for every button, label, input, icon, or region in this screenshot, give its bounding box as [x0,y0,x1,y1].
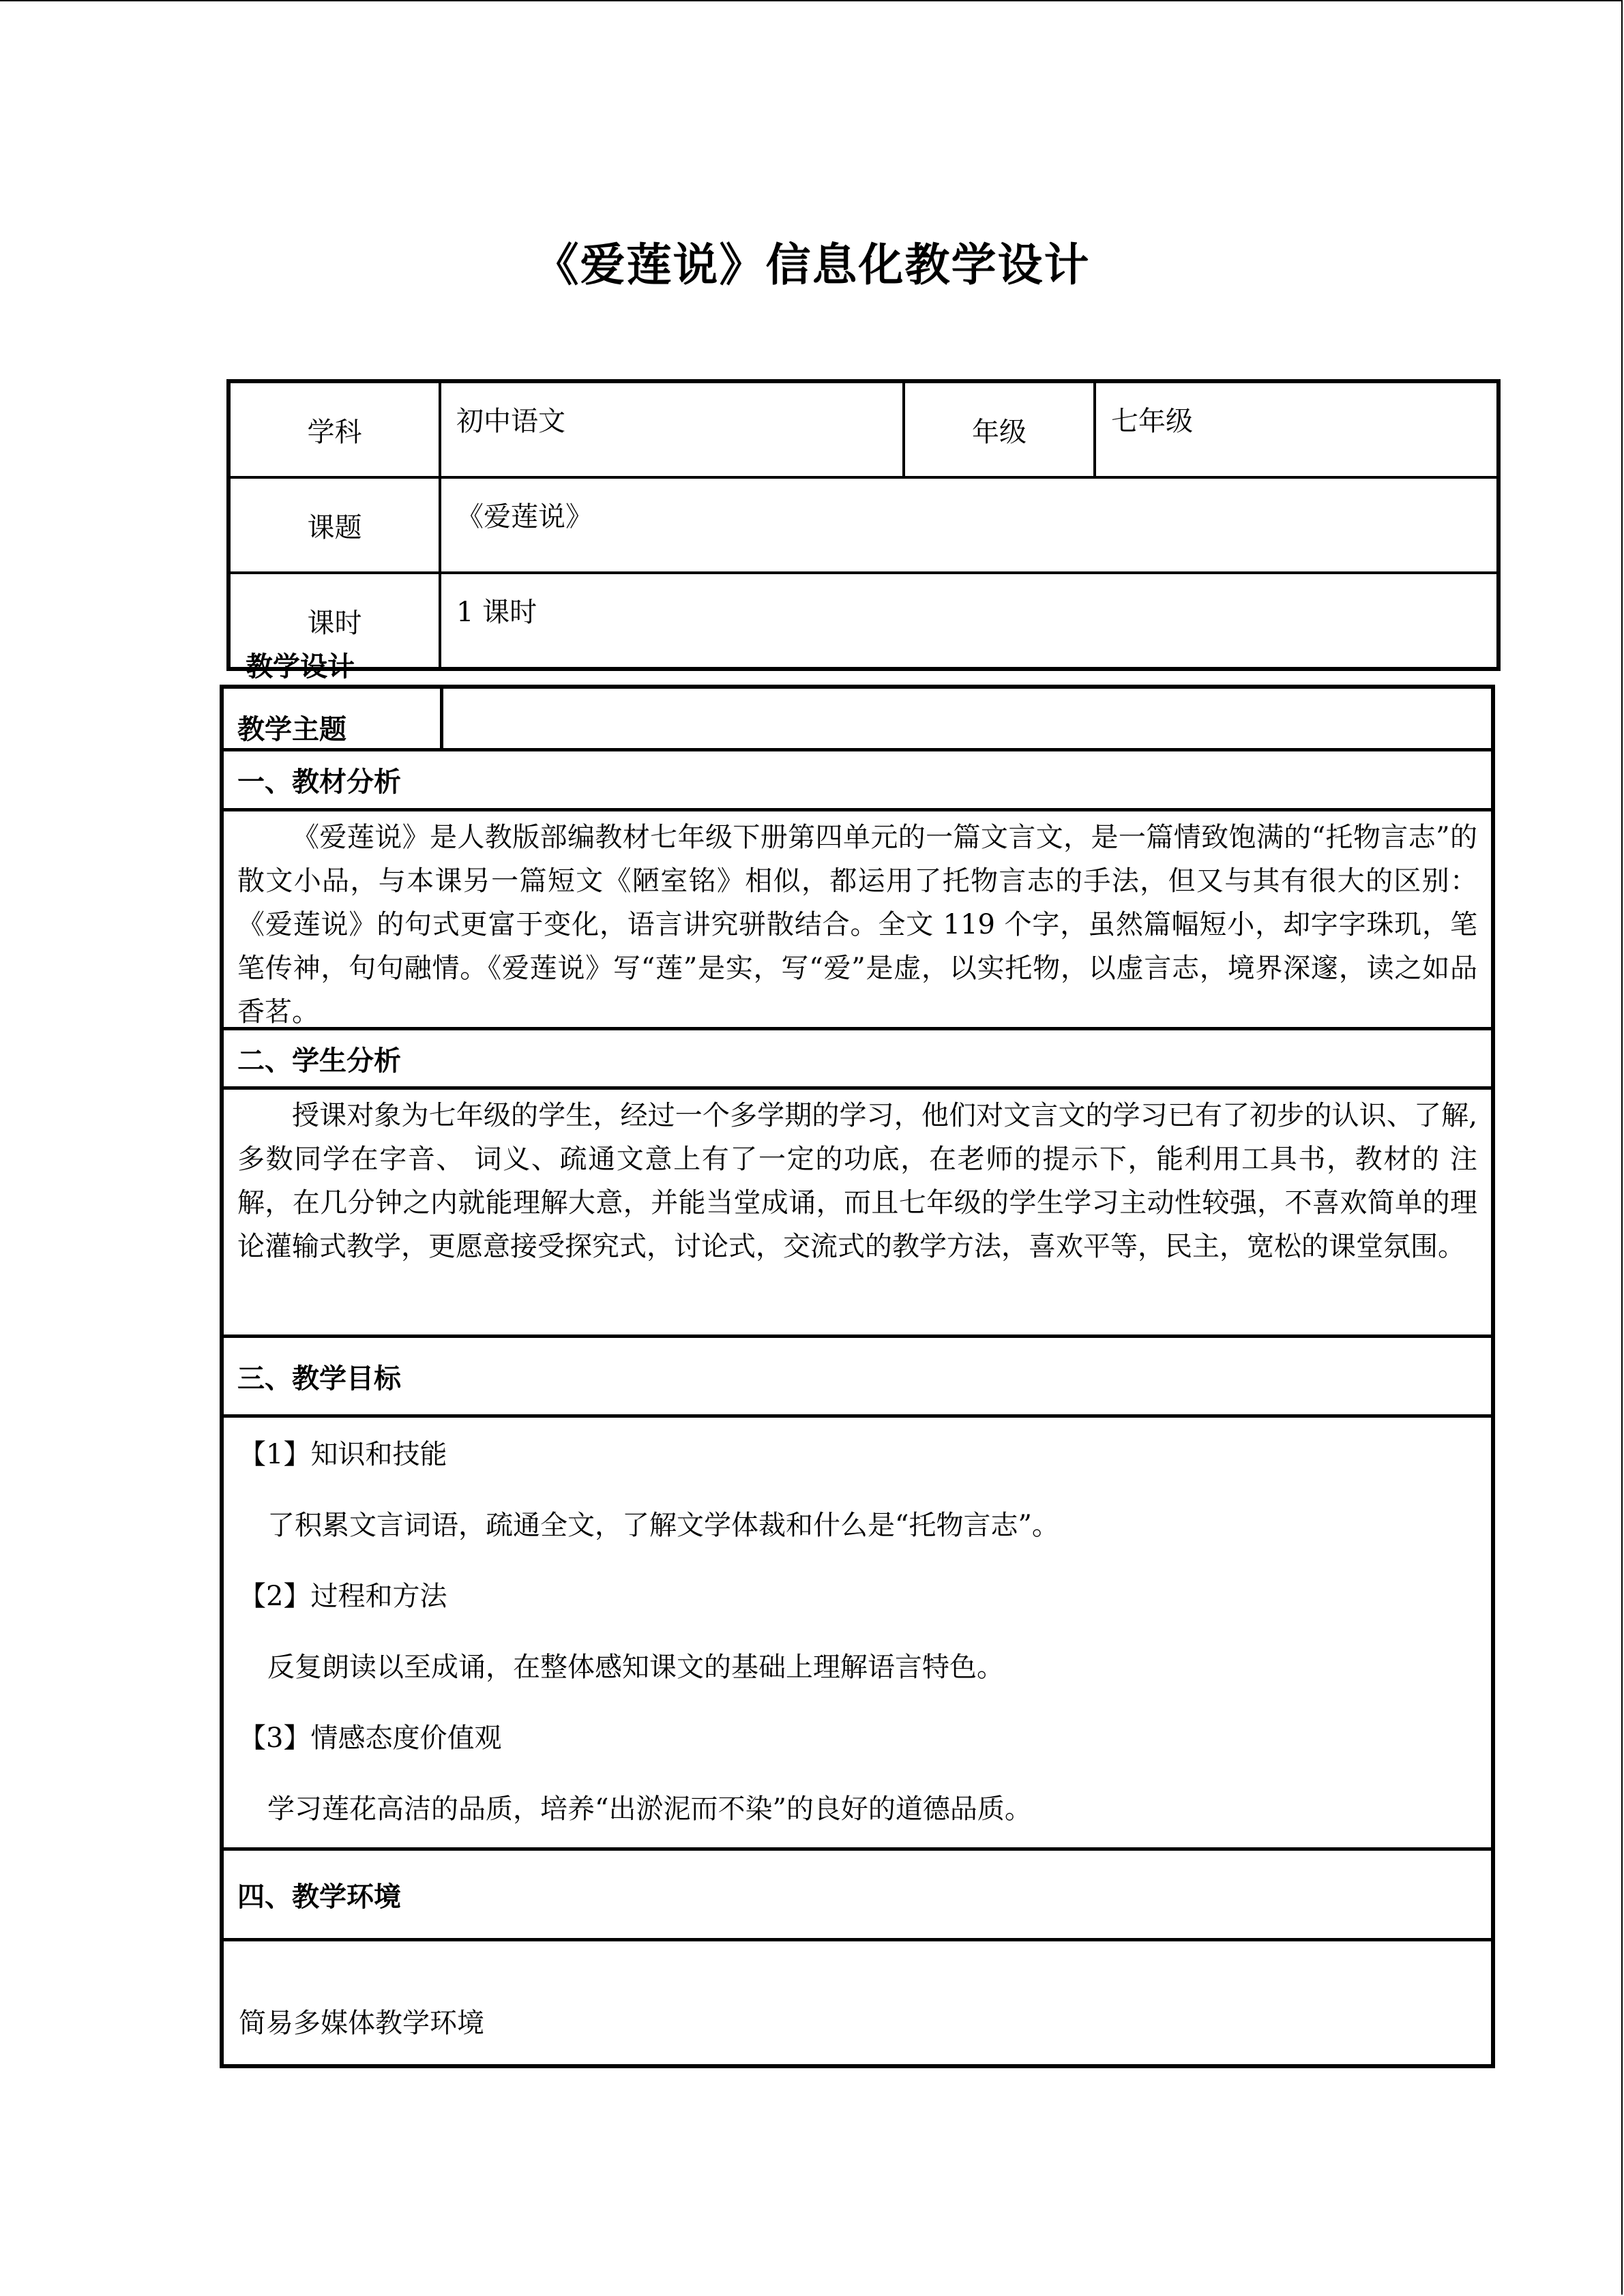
environment-section [224,1941,1491,2064]
hours-label: 课时 [228,573,440,669]
subject-value: 初中语文 [440,381,904,477]
subject-row [228,381,1498,477]
topic-value [443,689,1491,748]
material-section [224,811,1491,1030]
material-heading: 一、教材分析 [224,751,1491,811]
students-section [224,1090,1491,1338]
goal-2-text: 反复朗读以至成诵，在整体感知课文的基础上理解语言特色。 [267,1652,1004,1683]
environment-heading: 四、教学环境 [224,1851,1491,1941]
goals-section [224,1418,1491,1851]
design-caption: 教学设计 [246,651,355,683]
grade-label: 年级 [904,381,1095,477]
subject-label: 学科 [228,381,440,477]
environment-text: 简易多媒体教学环境 [239,2008,484,2039]
goal-2-heading: 【2】过程和方法 [239,1581,447,1612]
goal-1-heading: 【1】知识和技能 [239,1439,447,1470]
students-text: 授课对象为七年级的学生，经过一个多学期的学习，他们对文言文的学习已有了初步的认识、了解, 多数同学在字音、 词义、疏通文意上有了一定的功底，在老师的提示下，能利用工具书，教材的 注解，在几分钟之内就能理解大意，并能当堂成诵，而且七年级的学生学习主动性较强，不喜欢简单的理论灌输式教学，更愿意接受探究式，讨论式，交流式的教学方法，喜欢平等，民主，宽松的课堂氛围。 [237,1100,1477,1262]
page-title: 《爱莲说》信息化教学设计 [533,239,1091,291]
topic-row [224,689,1491,751]
lesson-label: 课题 [228,477,440,573]
lesson-row [228,477,1498,573]
goals-heading: 三、教学目标 [224,1338,1491,1418]
grade-value: 七年级 [1095,381,1498,477]
topic-label: 教学主题 [224,689,443,748]
goal-1-text: 了积累文言词语，疏通全文，了解文学体裁和什么是“托物言志”。 [267,1510,1059,1541]
students-heading: 二、学生分析 [224,1030,1491,1090]
lesson-info-table [226,379,1501,671]
goal-3-text: 学习莲花高洁的品质，培养“出淤泥而不染”的良好的道德品质。 [267,1793,1032,1825]
material-text: 《爱莲说》是人教版部编教材七年级下册第四单元的一篇文言文，是一篇情致饱满的“托物言志”的散文小品，与本课另一篇短文《陋室铭》相似，都运用了托物言志的手法，但又与其有很大的区别：《爱莲说》的句式更富于变化，语言讲究骈散结合。全文 119 个字，虽然篇幅短小，却字字珠玑，笔笔传神，句句融情。《爱莲说》写“莲”是实，写“爱”是虚，以实托物，以虚言志，境界深邃，读之如品香茗。 [237,822,1477,1028]
hours-value: 1 课时 [440,573,1498,669]
lesson-value: 《爱莲说》 [440,477,1498,573]
goal-3-heading: 【3】情感态度价值观 [239,1723,502,1754]
design-table [220,685,1495,2068]
hours-row [228,573,1498,669]
